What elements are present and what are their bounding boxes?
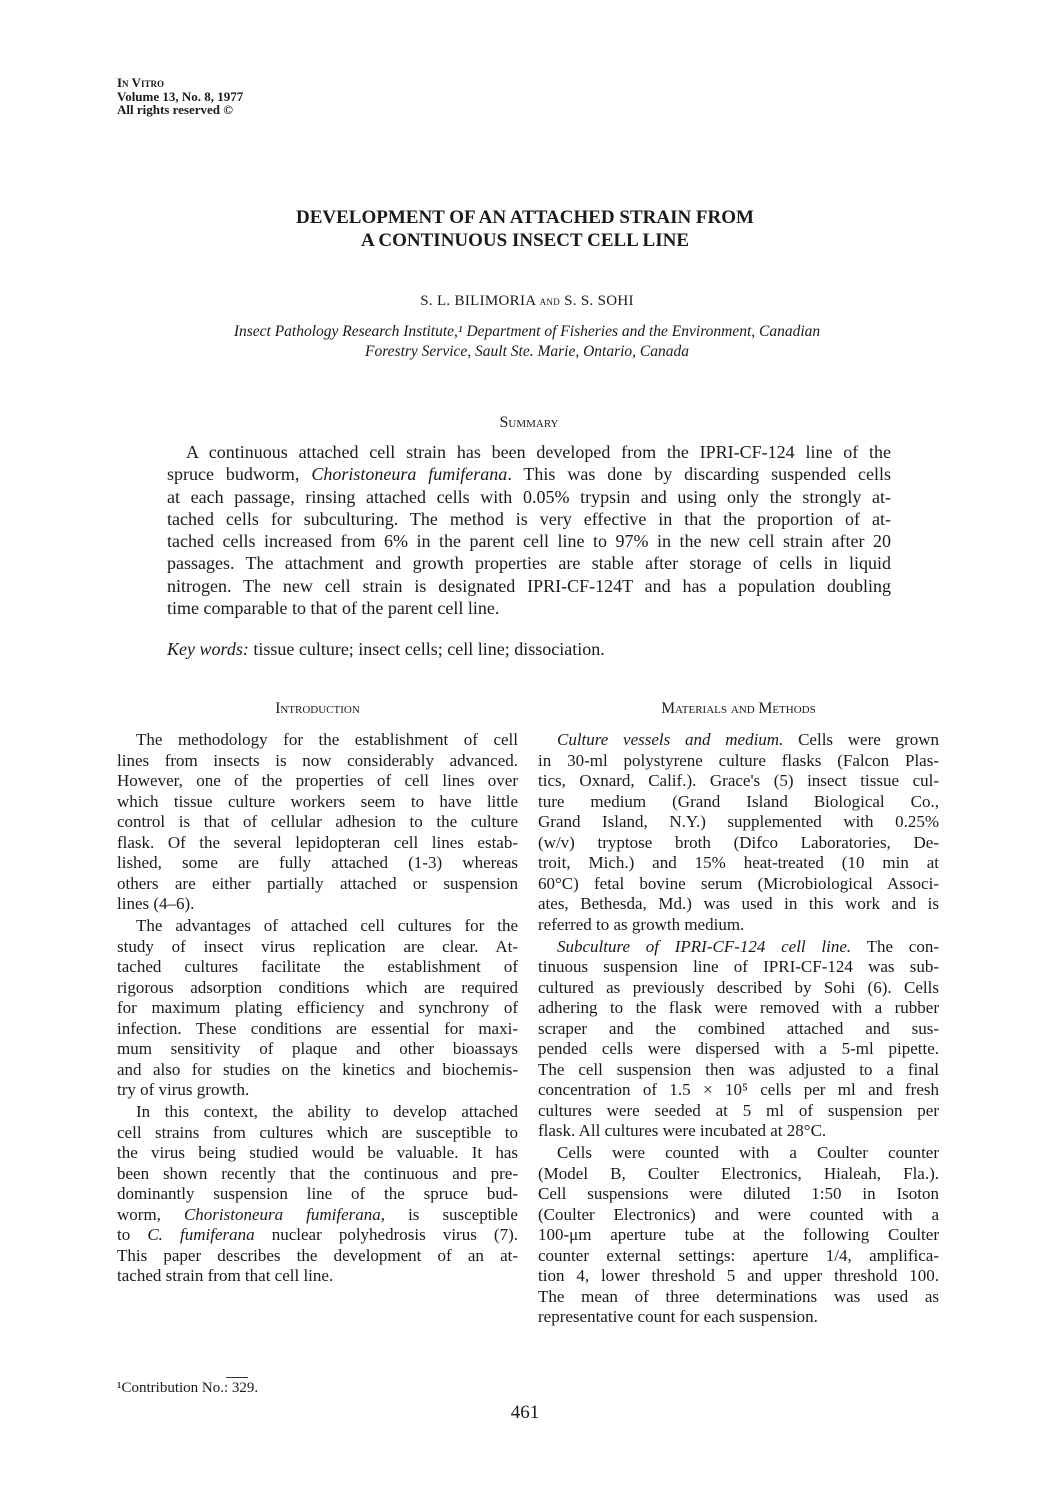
paragraph [538,1143,939,1328]
text-line: adhering to the flask were removed with a rubber [538,998,939,1017]
italic-text: Choristoneura fumiferana, [183,1204,386,1224]
text-line: The cell suspension then was adjusted to a final [538,1059,939,1079]
journal-volume: Volume 13, No. 8, 1977 [117,88,244,104]
text-line: nitrogen. The new cell strain is designated IPRI-CF-124T and has a population doubling [167,575,891,596]
text-line: tics, Oxnard, Calif.). Grace's (5) insect tissue cul- [538,771,939,790]
page-number: 461 [510,1402,540,1423]
text-line [117,1225,518,1246]
introduction-body [117,730,518,1287]
text-line: try of virus growth. [117,1080,250,1099]
text-line: lished, some are fully attached (1-3) whereas [117,853,518,872]
text-line: rigorous adsorption conditions which are required [117,977,518,997]
text-line: cultures were seeded at 5 ml of suspension per [538,1100,939,1120]
text-line: ture medium (Grand Island Biological Co., [538,791,939,811]
text-line: However, one of the properties of cell lines over [117,771,518,790]
paragraph [538,937,939,1144]
paragraph [538,730,939,937]
text-line [167,463,891,485]
text-line: The mean of three determinations was used as [538,1286,939,1306]
paragraph [117,916,518,1102]
journal-info [117,76,243,117]
text-line: mum sensitivity of plaque and other bioassays [117,1039,518,1058]
text-line: concentration of 1.5 × 10⁵ cells per ml and fresh [538,1080,939,1099]
text-line: The advantages of attached cell cultures for the [136,916,518,935]
text-line: ates, Bethesda, Md.) was used in this work and is [538,894,939,913]
author-conjunction: and [539,293,561,308]
text-line: The methodology for the establishment of cell [136,730,518,749]
text-line: cultured as previously described by Sohi (6). Cells [538,977,939,997]
text-line: scraper and the combined attached and sus- [538,1018,939,1038]
italic-text: C. fumiferana [147,1225,255,1244]
journal-name: In Vitro [117,75,164,90]
text-line: which tissue culture workers seem to have little [117,791,518,811]
keywords-text: tissue culture; insect cells; cell line; dissociation. [248,639,605,659]
italic-text: Subculture of IPRI-CF-124 cell line. [557,936,852,956]
text-line: troit, Mich.) and 15% heat-treated (10 min at [538,853,939,872]
italic-text: Choristoneura fumiferana [311,464,508,485]
author: S. S. SOHI [564,293,634,309]
text-segment: is susceptible [385,1204,518,1224]
text-line: This paper describes the development of an at- [117,1245,518,1265]
paragraph [117,730,518,916]
text-line [117,1205,518,1226]
text-line [538,730,939,751]
affiliation [0,322,1050,362]
text-line: referred to as growth medium. [538,914,745,934]
journal-rights: All rights reserved © [117,102,233,117]
title-line: A CONTINUOUS INSECT CELL LINE [360,230,690,251]
text-line: infection. These conditions are essential for maxi- [117,1018,518,1038]
text-line: Cell suspensions were diluted 1:50 in Isoton [538,1184,939,1203]
text-line: been shown recently that the continuous and pre- [117,1163,518,1183]
text-line: control is that of cellular adhesion to the culture [117,812,518,831]
title-line: DEVELOPMENT OF AN ATTACHED STRAIN FROM [296,207,754,228]
text-line: tached strain from that cell line. [117,1266,334,1285]
text-line: counter external settings: aperture 1/4, amplifica- [538,1245,939,1265]
text-segment: . This was done by discarding suspended cells [507,464,891,485]
authors [0,293,1050,310]
text-line: flask. All cultures were incubated at 28°C. [538,1121,827,1140]
italic-text: Culture vessels and medium. [557,730,784,749]
keywords [167,639,891,660]
text-line: 100-μm aperture tube at the following Coulter [538,1225,939,1244]
text-line: lines (4–6). [117,894,195,913]
paragraph [117,1102,518,1287]
text-line: passages. The attachment and growth properties are stable after storage of cells in liquid [167,553,891,574]
text-line: flask. Of the several lepidopteran cell lines estab- [117,832,518,852]
methods-heading: Materials and Methods [661,700,816,717]
text-line: in 30-ml polystyrene culture flasks (Falcon Plas- [538,750,939,770]
text-segment: to [117,1225,148,1244]
text-line: tinuous suspension line of IPRI-CF-124 was sub- [538,957,939,976]
text-line: dominantly suspension line of the spruce bud- [117,1184,518,1203]
article-title [0,206,1050,252]
text-line: tached cultures facilitate the establishment of [117,957,518,976]
text-line: 60°C) fetal bovine serum (Microbiological Associ- [538,873,939,893]
text-line: lines from insects is now considerably advanced. [117,750,518,770]
affiliation-line: Forestry Service, Sault Ste. Marie, Ontario, Canada [364,343,690,360]
text-line [538,937,939,958]
summary-body [167,441,891,619]
text-line: for maximum plating efficiency and synchrony of [117,998,518,1017]
text-segment: Cells were grown [783,730,939,749]
text-line: time comparable to that of the parent cell line. [167,598,500,619]
text-line: tached cells for subculturing. The method is very effective in that the proportion of at- [167,508,891,529]
text-line: In this context, the ability to develop attached [136,1102,518,1121]
text-line: others are either partially attached or suspension [117,873,518,893]
text-line: (Coulter Electronics) and were counted with a [538,1204,939,1224]
author: S. L. BILIMORIA [420,293,536,309]
footnote-divider [226,1377,248,1378]
text-line: representative count for each suspension. [538,1307,818,1326]
affiliation-line: Insect Pathology Research Institute,¹ Department of Fisheries and the Environment, Canadian [233,323,821,340]
text-line: tached cells increased from 6% in the parent cell line to 97% in the new cell strain after 20 [167,531,891,552]
text-line: the virus being studied would be valuable. It has [117,1143,518,1162]
summary-heading: Summary [499,414,559,431]
footnote: ¹Contribution No.: 329. [117,1380,259,1396]
text-line: Grand Island, N.Y.) supplemented with 0.25% [538,812,939,831]
text-line: Cells were counted with a Coulter counter [557,1143,939,1162]
keywords-label: Key words: [167,639,249,659]
text-line: A continuous attached cell strain has been developed from the IPRI-CF-124 line of the [186,442,891,462]
text-segment: The con- [851,936,939,956]
introduction-heading: Introduction [275,700,360,717]
text-line: (w/v) tryptose broth (Difco Laboratories, De- [538,832,939,852]
text-segment: spruce budworm, [167,464,312,485]
paragraph [167,441,891,619]
text-line: cell strains from cultures which are susceptible to [117,1122,518,1142]
text-line: and also for studies on the kinetics and biochemis- [117,1059,518,1079]
text-line: (Model B, Coulter Electronics, Hialeah, Fla.). [538,1163,939,1183]
text-line: at each passage, rinsing attached cells with 0.05% trypsin and using only the strongly at- [167,486,891,507]
methods-body [538,730,939,1328]
text-line: pended cells were dispersed with a 5-ml pipette. [538,1039,939,1058]
text-line: tion 4, lower threshold 5 and upper threshold 100. [538,1266,939,1285]
text-segment: nuclear polyhedrosis virus (7). [254,1225,518,1244]
text-line: study of insect virus replication are clear. At- [117,936,518,956]
text-segment: worm, [117,1204,184,1224]
